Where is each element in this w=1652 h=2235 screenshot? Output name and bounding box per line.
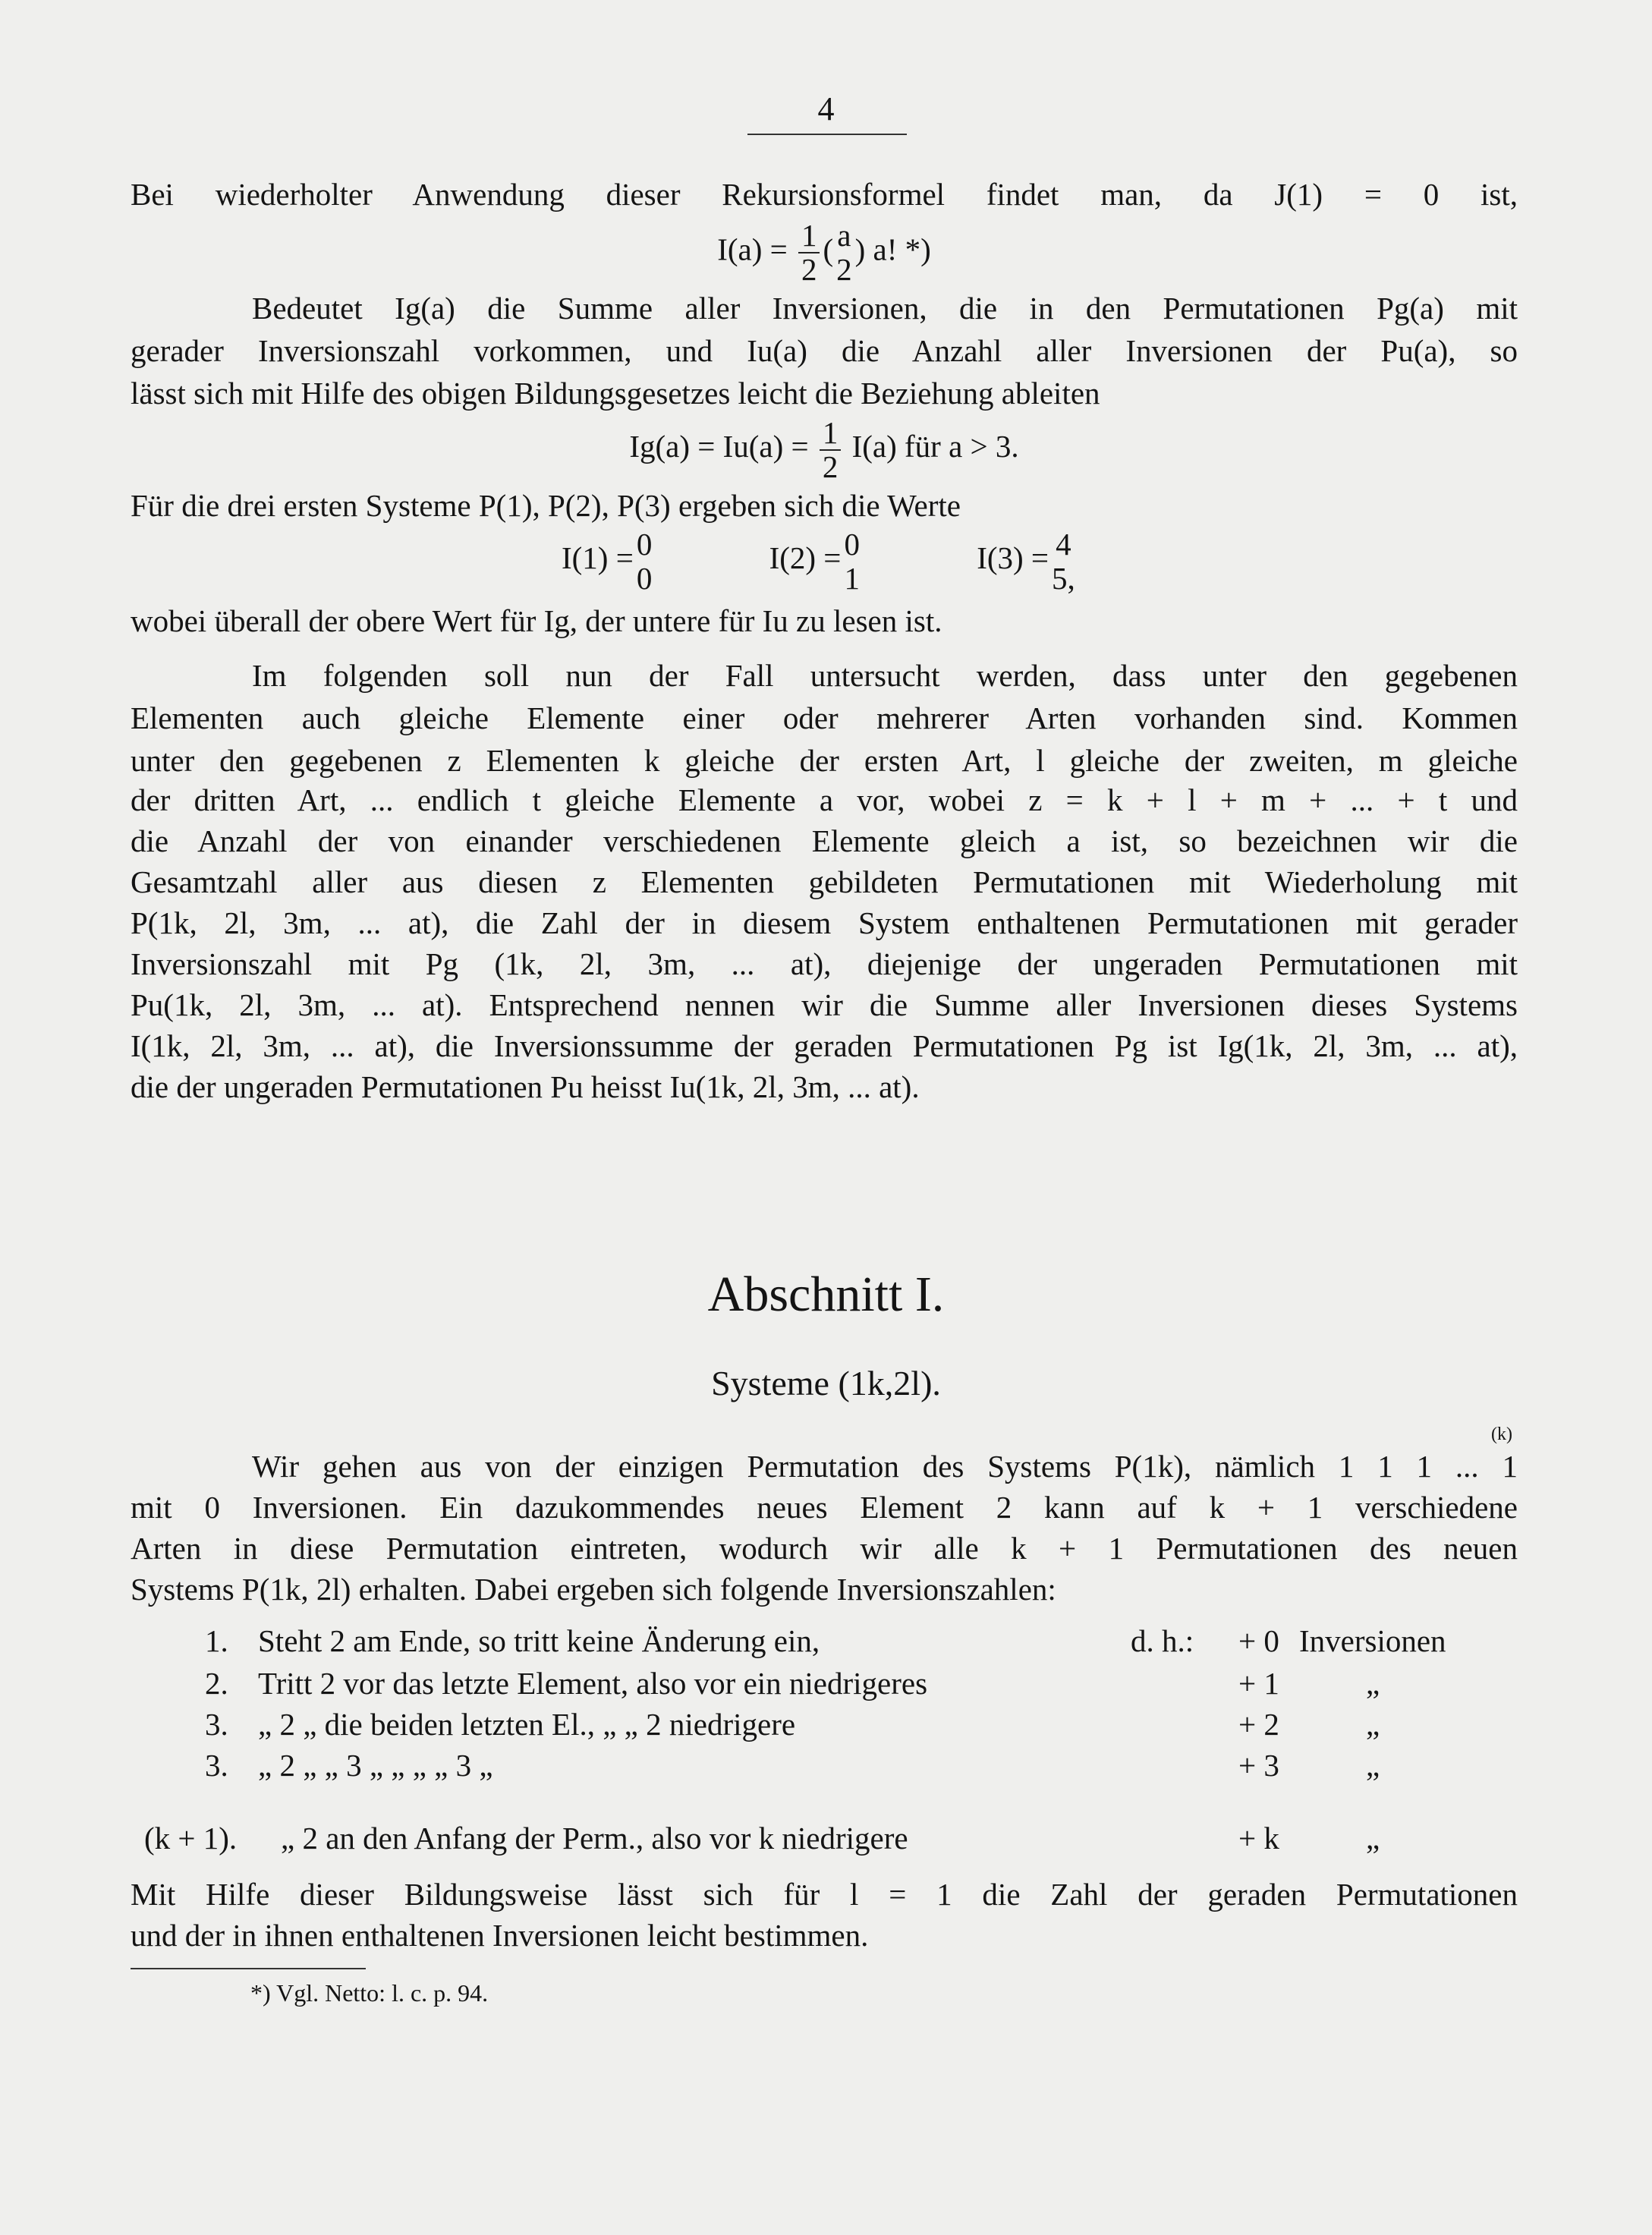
para4-line: P(1k, 2l, 3m, ... at), die Zahl der in diesem System enthaltenen Permutationen mit gerader — [131, 905, 1518, 940]
formula-ia-rhs: a! *) — [873, 231, 931, 267]
table-row-text: „ 2 an den Anfang der Perm., also vor k niedrigere — [281, 1821, 908, 1856]
table-row-text: Tritt 2 vor das letzte Element, also vor ein niedrigeres — [258, 1666, 928, 1701]
binomial: ( a 2 ) — [823, 218, 866, 288]
para1-text: Bei wiederholter Anwendung dieser Rekursionsformel findet man, da J(1) = 0 ist, — [131, 177, 1518, 212]
para5-line: Wir gehen aus von der einzigen Permutation des Systems P(1k), nämlich 1 1 1 ... 1 — [252, 1449, 1518, 1484]
para4-line: unter den gegebenen z Elementen k gleiche der ersten Art, l gleiche der zweiten, m gleiche — [131, 743, 1518, 778]
fraction-half: $\frac{1}{2}$ — [798, 219, 820, 286]
values-row — [562, 524, 1472, 596]
para3-line2: wobei überall der obere Wert für Ig, der untere für Iu zu lesen ist. — [131, 603, 942, 638]
para4-line: Gesamtzahl aller aus diesen z Elementen gebildeten Permutationen mit Wiederholung mit — [131, 864, 1518, 899]
para4-line: I(1k, 2l, 3m, ... at), die Inversionssumme der geraden Permutationen Pg ist Ig(1k, 2l, 3m, ... at), — [131, 1028, 1518, 1063]
table-row-end: Inversionen — [1299, 1623, 1446, 1658]
table-row: (k + 1). — [144, 1821, 238, 1856]
section-title: Abschnitt I. — [707, 1267, 945, 1322]
table-row-end: „ — [1366, 1821, 1380, 1856]
table-row-val: + 3 — [1238, 1748, 1279, 1783]
table-row: 2. — [205, 1666, 228, 1701]
para4-line: Inversionszahl mit Pg (1k, 2l, 3m, ... at), diejenige der ungeraden Permutationen mit — [131, 946, 1518, 981]
table-row-text: „ 2 „ die beiden letzten El., „ „ 2 niedrigere — [258, 1707, 796, 1742]
para2-line3: lässt sich mit Hilfe des obigen Bildungsgesetzes leicht die Beziehung ableiten — [131, 376, 1100, 411]
para4-line: Im folgenden soll nun der Fall untersucht werden, dass unter den gegebenen — [252, 658, 1518, 693]
para6-line: und der in ihnen enthaltenen Inversionen leicht bestimmen. — [131, 1918, 869, 1953]
table-row-dh: d. h.: — [1131, 1623, 1194, 1658]
section-subtitle: Systeme (1k,2l). — [711, 1364, 941, 1402]
table-row: 3. — [205, 1707, 228, 1742]
para4-line: die der ungeraden Permutationen Pu heisst Iu(1k, 2l, 3m, ... at). — [131, 1069, 920, 1104]
para5-line: Systems P(1k, 2l) erhalten. Dabei ergeben sich folgende Inversionszahlen: — [131, 1572, 1056, 1607]
para4-line: Elementen auch gleiche Elemente einer oder mehrerer Arten vorhanden sind. Kommen — [131, 700, 1518, 735]
table-row: 3. — [205, 1748, 228, 1783]
formula-ia — [131, 219, 1518, 287]
value-i1: I(1) = 0 0 — [562, 526, 653, 596]
page-number: 4 — [817, 90, 835, 127]
footnote: *) Vgl. Netto: l. c. p. 94. — [250, 1979, 489, 2007]
k-superscript-mark: (k) — [1491, 1424, 1512, 1444]
table-row-val: + 2 — [1238, 1707, 1279, 1742]
table-row-text: Steht 2 am Ende, so tritt keine Änderung ein, — [258, 1623, 820, 1658]
table-row-end: „ — [1366, 1666, 1380, 1701]
fraction-half-2: $\frac{1}{2}$ — [820, 417, 842, 483]
table-row-end: „ — [1366, 1707, 1380, 1742]
footnote-rule — [131, 1968, 366, 1969]
para2-line1: Bedeutet Ig(a) die Summe aller Inversionen, die in den Permutationen Pg(a) mit — [252, 291, 1518, 326]
para6-line: Mit Hilfe dieser Bildungsweise lässt sich für l = 1 die Zahl der geraden Permutationen — [131, 1877, 1518, 1912]
para4-line: der dritten Art, ... endlich t gleiche Elemente a vor, wobei z = k + l + m + ... + t und — [131, 782, 1518, 817]
value-i2: I(2) = 0 1 — [769, 526, 860, 596]
para4-line: Pu(1k, 2l, 3m, ... at). Entsprechend nennen wir die Summe aller Inversionen dieses Systems — [131, 987, 1518, 1022]
formula-ig: Ig(a) = Iu(a) = $\frac{1}{2}$ I(a) für a > 3. — [629, 414, 1019, 484]
para5-line: mit 0 Inversionen. Ein dazukommendes neues Element 2 kann auf k + 1 verschiedene — [131, 1490, 1518, 1525]
table-row-val: + 1 — [1238, 1666, 1279, 1701]
header-rule — [747, 134, 907, 135]
table-row-val: + k — [1238, 1821, 1279, 1856]
para2-line2: gerader Inversionszahl vorkommen, und Iu(a) die Anzahl aller Inversionen der Pu(a), so — [131, 333, 1518, 368]
table-row-val: + 0 — [1238, 1623, 1279, 1658]
value-i3: I(3) = 4 5, — [977, 526, 1075, 596]
para5-line: Arten in diese Permutation eintreten, wodurch wir alle k + 1 Permutationen des neuen — [131, 1531, 1518, 1566]
table-row-end: „ — [1366, 1748, 1380, 1783]
table-row-text: „ 2 „ „ 3 „ „ „ „ 3 „ — [258, 1748, 493, 1783]
para3-line1: Für die drei ersten Systeme P(1), P(2), P(3) ergeben sich die Werte — [131, 488, 961, 523]
formula-ia-lhs: I(a) = — [717, 231, 788, 267]
para4-line: die Anzahl der von einander verschiedenen Elemente gleich a ist, so bezeichnen wir die — [131, 823, 1518, 858]
table-row: 1. — [205, 1623, 228, 1658]
